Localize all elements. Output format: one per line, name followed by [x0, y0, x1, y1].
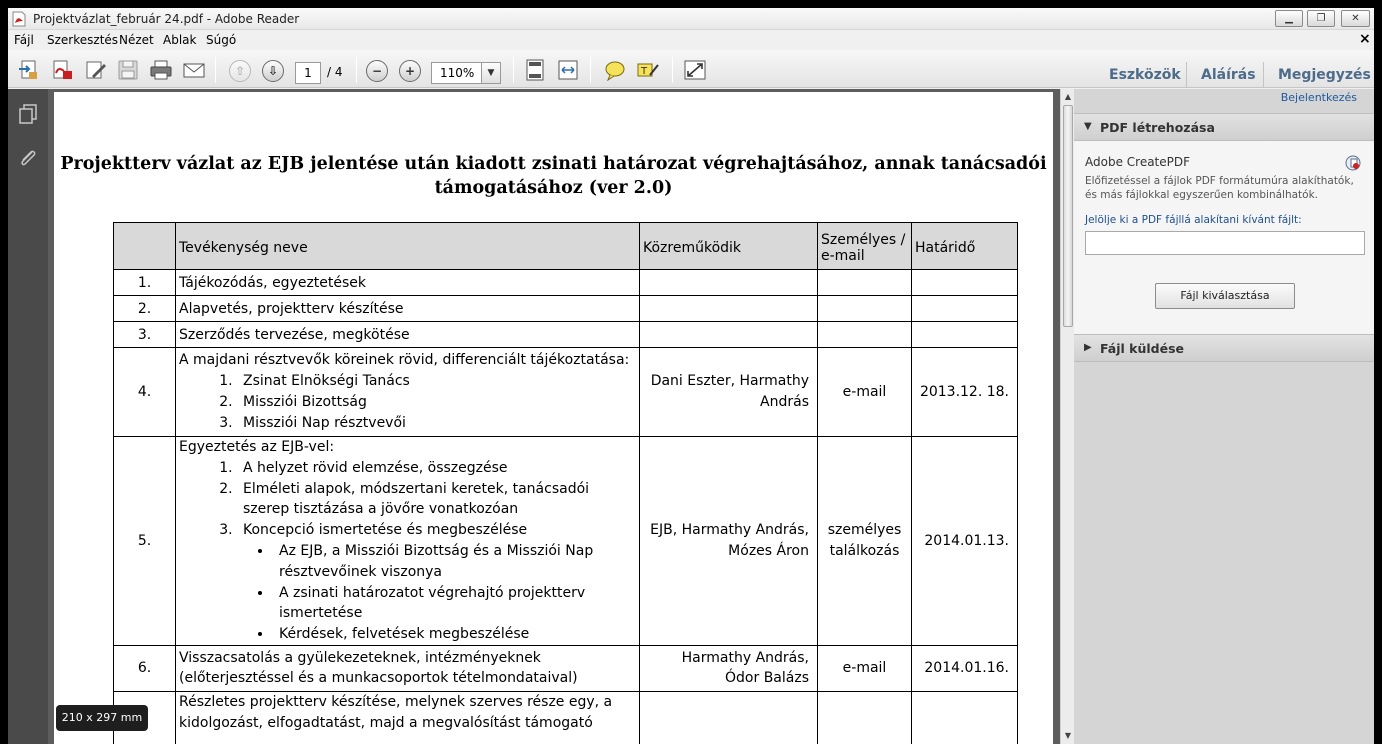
- document-title-line-2: támogatásához (ver 2.0): [434, 178, 673, 198]
- menu-window[interactable]: Ablak: [163, 33, 197, 47]
- create-pdf-description: Előfizetéssel a fájlok PDF formátumúra alakíthatók, és más fájlokkal egyszerűen kombinálhatók.: [1085, 175, 1354, 201]
- row-deadline: 2013.12. 18.: [912, 348, 1018, 437]
- menu-bar: [8, 30, 1374, 50]
- vertical-scrollbar[interactable]: [1060, 89, 1074, 744]
- table-header-row: [114, 223, 1018, 270]
- close-icon: ✕: [1351, 13, 1360, 24]
- previous-page-button[interactable]: [229, 60, 251, 82]
- tab-sign[interactable]: Aláírás: [1201, 67, 1256, 83]
- toolbar-separator: [672, 57, 673, 83]
- fit-page-icon[interactable]: [523, 59, 547, 81]
- row-activity: Alapvetés, projektterv készítése: [176, 296, 640, 322]
- send-file-panel-header[interactable]: [1074, 334, 1374, 362]
- page-number-input[interactable]: 1: [295, 62, 321, 84]
- minimize-button[interactable]: [1275, 10, 1303, 27]
- toolbar-separator: [513, 57, 514, 83]
- save-icon[interactable]: [116, 59, 140, 81]
- table-row: [114, 437, 1018, 646]
- row-participants: [640, 322, 818, 348]
- zoom-out-icon: −: [371, 64, 383, 78]
- row-mode: [818, 296, 912, 322]
- title-bar: [8, 8, 1374, 30]
- fit-width-icon[interactable]: [556, 59, 580, 81]
- row-deadline: 2014.01.16.: [912, 645, 1018, 691]
- table-row: [114, 296, 1018, 322]
- document-title-line-1: Projektterv vázlat az EJB jelentése után kiadott zsinati határozat végrehajtásához, annak tanácsadói: [60, 154, 1047, 174]
- tab-separator: [1186, 62, 1187, 88]
- collapsed-triangle-icon: ▶: [1084, 342, 1092, 353]
- row-participants: [640, 270, 818, 296]
- row-deadline: [912, 296, 1018, 322]
- scrollbar-thumb[interactable]: [1063, 105, 1073, 327]
- row-mode: [818, 691, 912, 744]
- document-viewport[interactable]: [48, 89, 1060, 744]
- window-title: Projektvázlat_február 24.pdf - Adobe Reader: [33, 12, 300, 26]
- list-item: 2. Elméleti alapok, módszertani keretek, tanácsadói szerep tisztázása a jövőre vonatkozóan: [237, 479, 636, 521]
- email-icon[interactable]: [182, 59, 206, 81]
- zoom-dropdown-button[interactable]: [481, 62, 501, 84]
- row-activity: Visszacsatolás a gyülekezeteknek, intézményeknek (előterjesztéssel és a munkacsoportok tételmondataival): [176, 645, 640, 691]
- tab-tools[interactable]: Eszközök: [1109, 67, 1181, 83]
- row-mode: [818, 270, 912, 296]
- scroll-up-icon[interactable]: ▲: [1064, 92, 1072, 101]
- highlight-icon[interactable]: [636, 59, 660, 81]
- header-cell-participants: Közreműködik: [640, 223, 818, 270]
- row-participants: [640, 296, 818, 322]
- file-select-prompt: Jelölje ki a PDF fájllá alakítani kívánt fájlt:: [1085, 214, 1302, 226]
- minimize-icon: ▁: [1285, 13, 1293, 24]
- page-size-tooltip: 210 x 297 mm: [56, 705, 148, 731]
- attachments-icon[interactable]: [17, 147, 39, 169]
- restore-button[interactable]: [1307, 10, 1335, 27]
- header-cell-deadline: Határidő: [912, 223, 1018, 270]
- list-item: 1. A helyzet rövid elemzése, összegzése: [237, 458, 636, 479]
- row-participants: Dani Eszter, Harmathy András: [640, 348, 818, 437]
- sublist-item: • A zsinati határozatot végrehajtó projektterv ismertetése: [273, 583, 636, 625]
- svg-text:T: T: [641, 66, 648, 77]
- project-plan-table: [113, 222, 1018, 744]
- row-number: 2.: [114, 296, 176, 322]
- header-cell-number: [114, 223, 176, 270]
- list-item: [237, 520, 636, 645]
- header-cell-activity: Tevékenység neve: [176, 223, 640, 270]
- zoom-in-icon: +: [404, 64, 416, 78]
- create-pdf-panel: [1074, 141, 1374, 335]
- menu-edit[interactable]: Szerkesztés: [47, 33, 119, 47]
- menu-view[interactable]: Nézet: [119, 33, 154, 47]
- create-pdf-info-icon[interactable]: [1345, 155, 1361, 171]
- row-activity: [176, 437, 640, 646]
- close-document-button[interactable]: ×: [1359, 31, 1371, 47]
- header-cell-mode: Személyes / e-mail: [818, 223, 912, 270]
- edit-icon[interactable]: [84, 59, 108, 81]
- tab-comment[interactable]: Megjegyzés: [1278, 67, 1371, 83]
- tools-pane: [1074, 89, 1374, 744]
- activity-list: [179, 458, 636, 645]
- tab-separator: [1263, 62, 1264, 88]
- create-pdf-service-title: Adobe CreatePDF: [1085, 155, 1191, 169]
- create-pdf-from-file-icon[interactable]: [50, 59, 74, 81]
- toolbar-separator: [215, 57, 216, 83]
- activity-sublist: [243, 541, 636, 645]
- activity-list: [179, 371, 636, 433]
- list-item: 1. Zsinat Elnökségi Tanács: [237, 371, 636, 392]
- adobe-reader-window: [8, 8, 1374, 744]
- row-activity: Részletes projektterv készítése, melynek szerves része egy, a kidolgozást, elfogadtatást, majd a megvalósítást támogató: [176, 691, 640, 744]
- zoom-out-button[interactable]: [366, 60, 388, 82]
- scroll-down-icon[interactable]: ▼: [1064, 731, 1072, 740]
- row-deadline: 2014.01.13.: [912, 437, 1018, 646]
- row-participants: EJB, Harmathy András, Mózes Áron: [640, 437, 818, 646]
- sublist-item: • Az EJB, a Missziói Bizottság és a Missziói Nap résztvevőinek viszonya: [273, 541, 636, 583]
- row-number: 4.: [114, 348, 176, 437]
- row-number: 6.: [114, 645, 176, 691]
- expanded-triangle-icon: ▼: [1084, 121, 1092, 132]
- navigation-pane: [8, 89, 48, 744]
- login-link[interactable]: Bejelentkezés: [1280, 91, 1357, 104]
- next-page-icon: ⇩: [267, 64, 279, 78]
- row-number: 5.: [114, 437, 176, 646]
- previous-page-icon: ⇧: [234, 64, 246, 78]
- menu-file[interactable]: Fájl: [14, 33, 34, 47]
- page-total: / 4: [327, 65, 343, 79]
- close-window-button[interactable]: [1341, 10, 1370, 27]
- row-number: 1.: [114, 270, 176, 296]
- row-mode: e-mail: [818, 348, 912, 437]
- toolbar-separator: [356, 57, 357, 83]
- table-row: [114, 691, 1018, 744]
- row-number: 3.: [114, 322, 176, 348]
- file-path-input[interactable]: [1085, 231, 1365, 255]
- table-row: [114, 270, 1018, 296]
- table-row: [114, 322, 1018, 348]
- row-mode: e-mail: [818, 645, 912, 691]
- row-activity: [176, 348, 640, 437]
- row-participants: Harmathy András, Ódor Balázs: [640, 645, 818, 691]
- activity-text: A majdani résztvevők köreinek rövid, differenciált tájékoztatása:: [179, 352, 630, 369]
- pdf-page: [54, 92, 1053, 744]
- row-mode: [818, 322, 912, 348]
- row-deadline: [912, 691, 1018, 744]
- menu-help[interactable]: Súgó: [206, 33, 237, 47]
- fullscreen-icon[interactable]: [683, 59, 707, 81]
- row-deadline: [912, 322, 1018, 348]
- comment-icon[interactable]: [603, 59, 627, 81]
- create-pdf-panel-title: PDF létrehozása: [1100, 120, 1215, 135]
- page-thumbnails-icon[interactable]: [17, 103, 39, 125]
- list-item-text: Koncepció ismertetése és megbeszélése: [243, 522, 528, 539]
- row-deadline: [912, 270, 1018, 296]
- zoom-in-button[interactable]: [399, 60, 421, 82]
- create-pdf-panel-header[interactable]: [1074, 113, 1374, 141]
- chevron-down-icon: ▼: [487, 68, 495, 78]
- activity-text: Egyeztetés az EJB-vel:: [179, 439, 335, 455]
- send-file-panel-title: Fájl küldése: [1100, 341, 1185, 356]
- list-item: 2. Missziói Bizottság: [237, 392, 636, 413]
- table-row: [114, 645, 1018, 691]
- adobe-reader-icon: [12, 11, 26, 27]
- document-title: [54, 152, 1053, 200]
- row-activity: Szerződés tervezése, megkötése: [176, 322, 640, 348]
- row-activity: Tájékozódás, egyeztetések: [176, 270, 640, 296]
- restore-icon: ❐: [1316, 13, 1326, 24]
- list-item: 3. Missziói Nap résztvevői: [237, 413, 636, 434]
- toolbar-separator: [590, 57, 591, 83]
- create-pdf-icon[interactable]: [17, 59, 41, 81]
- row-mode: személyes találkozás: [818, 437, 912, 646]
- table-row: [114, 348, 1018, 437]
- choose-file-button[interactable]: Fájl kiválasztása: [1155, 283, 1295, 309]
- sublist-item: • Kérdések, felvetések megbeszélése: [273, 624, 636, 645]
- print-icon[interactable]: [149, 59, 173, 81]
- toolbar: [8, 50, 1374, 88]
- zoom-level-input[interactable]: 110%: [431, 62, 487, 84]
- row-participants: [640, 691, 818, 744]
- next-page-button[interactable]: [262, 60, 284, 82]
